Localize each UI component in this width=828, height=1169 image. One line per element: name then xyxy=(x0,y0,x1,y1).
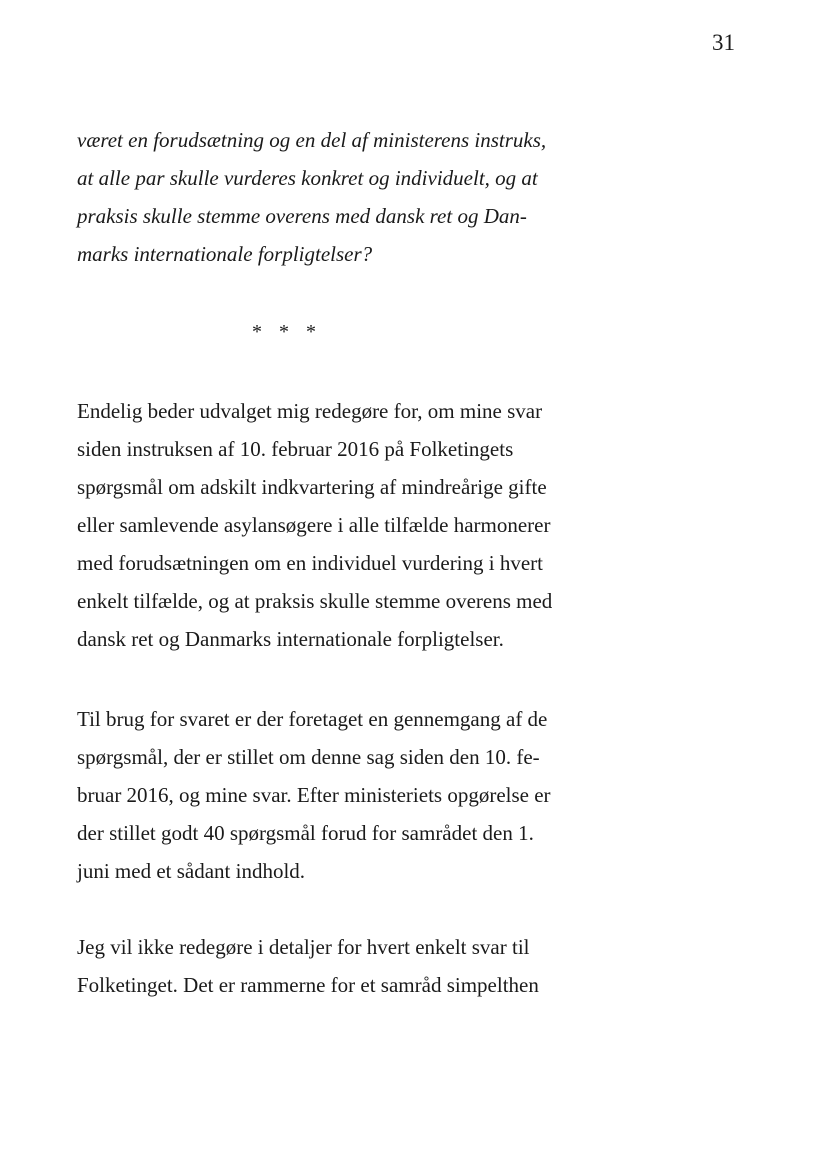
paragraph-line: enkelt tilfælde, og at praksis skulle stemme overens med xyxy=(77,589,553,613)
paragraph-line: der stillet godt 40 spørgsmål forud for samrådet den 1. xyxy=(77,821,534,845)
page-number: 31 xyxy=(712,30,735,55)
paragraph-line: dansk ret og Danmarks internationale forpligtelser. xyxy=(77,627,504,651)
paragraph-line: eller samlevende asylansøgere i alle tilfælde harmonerer xyxy=(77,513,551,537)
paragraph-line: med forudsætningen om en individuel vurdering i hvert xyxy=(77,551,543,575)
paragraph-line: Jeg vil ikke redegøre i detaljer for hvert enkelt svar til xyxy=(77,935,530,959)
quote-paragraph xyxy=(77,121,637,273)
paragraph-line: juni med et sådant indhold. xyxy=(77,859,306,883)
paragraph-line: siden instruksen af 10. februar 2016 på Folketingets xyxy=(77,437,514,461)
quote-line: marks internationale forpligtelser? xyxy=(77,242,373,266)
quote-line: at alle par skulle vurderes konkret og individuelt, og at xyxy=(77,166,538,190)
quote-line: praksis skulle stemme overens med dansk ret og Dan- xyxy=(77,204,527,228)
paragraph-line: Til brug for svaret er der foretaget en gennemgang af de xyxy=(77,707,548,731)
section-separator: * * * xyxy=(252,321,322,343)
body-paragraph-2 xyxy=(77,700,637,890)
body-paragraph-3 xyxy=(77,928,637,1004)
paragraph-line: spørgsmål om adskilt indkvartering af mindreårige gifte xyxy=(77,475,547,499)
paragraph-line: Endelig beder udvalget mig redegøre for, om mine svar xyxy=(77,399,543,423)
quote-line: været en forudsætning og en del af ministerens instruks, xyxy=(77,128,547,152)
body-paragraph-1 xyxy=(77,392,637,658)
paragraph-line: bruar 2016, og mine svar. Efter ministeriets opgørelse er xyxy=(77,783,551,807)
paragraph-line: spørgsmål, der er stillet om denne sag siden den 10. fe- xyxy=(77,745,540,769)
paragraph-line: Folketinget. Det er rammerne for et samråd simpelthen xyxy=(77,973,539,997)
